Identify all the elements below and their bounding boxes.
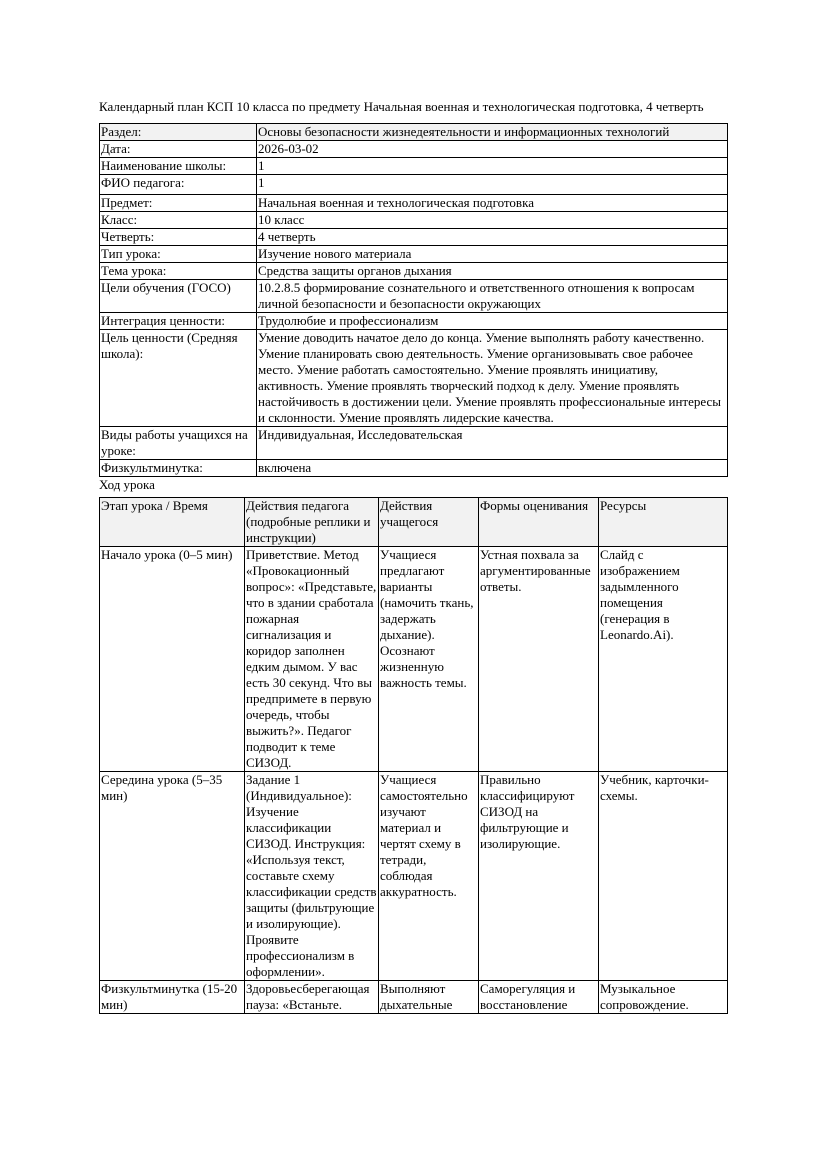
info-row-topic	[100, 263, 728, 280]
cell-resources: Слайд с изображением задымленного помещения (генерация в Leonardo.Ai).	[599, 547, 728, 772]
info-label: Раздел:	[100, 124, 257, 141]
info-label: Тема урока:	[100, 263, 257, 280]
cell-stage: Начало урока (0–5 мин)	[100, 547, 245, 772]
info-row-teacher	[100, 175, 728, 195]
lesson-header-row	[100, 498, 728, 547]
info-row-lesson-type	[100, 246, 728, 263]
info-row-work-types	[100, 427, 728, 460]
column-header-resources: Ресурсы	[599, 498, 728, 547]
info-value: Основы безопасности жизнедеятельности и информационных технологий	[257, 124, 728, 141]
info-label: Цели обучения (ГОСО)	[100, 280, 257, 313]
cell-assessment: Устная похвала за аргументированные ответы.	[479, 547, 599, 772]
info-label: ФИО педагога:	[100, 175, 257, 195]
cell-resources: Учебник, карточки-схемы.	[599, 772, 728, 981]
info-row-school	[100, 158, 728, 175]
info-label: Дата:	[100, 141, 257, 158]
info-value: Индивидуальная, Исследовательская	[257, 427, 728, 460]
info-row-section	[100, 124, 728, 141]
lesson-caption: Ход урока	[99, 477, 155, 492]
column-header-student: Действия учащегося	[379, 498, 479, 547]
cell-stage: Физкультминутка (15-20 мин)	[100, 981, 245, 1014]
info-value: Изучение нового материала	[257, 246, 728, 263]
info-row-physical-minute	[100, 460, 728, 477]
info-value: 10.2.8.5 формирование сознательного и ответственного отношения к вопросам личной безопасности и безопасности окружающих	[257, 280, 728, 313]
cell-stage: Середина урока (5–35 мин)	[100, 772, 245, 981]
cell-student: Выполняют дыхательные	[379, 981, 479, 1014]
info-row-class	[100, 212, 728, 229]
info-label: Интеграция ценности:	[100, 313, 257, 330]
cell-assessment: Правильно классифицируют СИЗОД на фильтрующие и изолирующие.	[479, 772, 599, 981]
page-title: Календарный план КСП 10 класса по предмету Начальная военная и технологическая подготовка, 4 четверть	[99, 99, 704, 114]
info-label: Виды работы учащихся на уроке:	[100, 427, 257, 460]
info-value: 2026-03-02	[257, 141, 728, 158]
info-value: Начальная военная и технологическая подготовка	[257, 195, 728, 212]
info-label: Четверть:	[100, 229, 257, 246]
column-header-stage: Этап урока / Время	[100, 498, 245, 547]
info-label: Физкультминутка:	[100, 460, 257, 477]
info-row-value-goal	[100, 330, 728, 427]
cell-teacher: Приветствие. Метод «Провокационный вопрос»: «Представьте, что в здании сработала пожарная сигнализация и коридор заполнен едким дымом. У вас есть 30 секунд. Что вы предпримете в первую очередь, чтобы выжить?». Педагог подводит к теме СИЗОД.	[245, 547, 379, 772]
cell-student: Учащиеся самостоятельно изучают материал и чертят схему в тетради, соблюдая аккуратность.	[379, 772, 479, 981]
cell-student: Учащиеся предлагают варианты (намочить ткань, задержать дыхание). Осознают жизненную важность темы.	[379, 547, 479, 772]
info-value: Умение доводить начатое дело до конца. Умение выполнять работу качественно. Умение планировать свою деятельность. Умение организовывать свое рабочее место. Умение работать самостоятельно. Умение проявлять инициативу, активность. Умение проявлять творческий подход к делу. Умение проявлять настойчивость в достижении цели. Умение проявлять профессиональные интересы и склонности. Умение проявлять лидерские качества.	[257, 330, 728, 427]
cell-resources: Музыкальное сопровождение.	[599, 981, 728, 1014]
info-value: Средства защиты органов дыхания	[257, 263, 728, 280]
table-row	[100, 772, 728, 981]
info-label: Предмет:	[100, 195, 257, 212]
column-header-assessment: Формы оценивания	[479, 498, 599, 547]
column-header-teacher: Действия педагога (подробные реплики и инструкции)	[245, 498, 379, 547]
info-row-date	[100, 141, 728, 158]
info-row-value-integration	[100, 313, 728, 330]
info-value: Трудолюбие и профессионализм	[257, 313, 728, 330]
lesson-table	[99, 497, 728, 1014]
cell-teacher: Задание 1 (Индивидуальное): Изучение классификации СИЗОД. Инструкция: «Используя текст, составьте схему классификации средств защиты (фильтрующие и изолирующие). Проявите профессионализм в оформлении».	[246, 772, 377, 979]
info-value: 1	[257, 158, 728, 175]
cell-assessment: Саморегуляция и восстановление	[479, 981, 599, 1014]
info-label: Наименование школы:	[100, 158, 257, 175]
info-value: 1	[257, 175, 728, 195]
info-label: Тип урока:	[100, 246, 257, 263]
info-value: 4 четверть	[257, 229, 728, 246]
info-row-goals	[100, 280, 728, 313]
info-row-subject	[100, 195, 728, 212]
info-label: Цель ценности (Средняя школа):	[100, 330, 257, 427]
document-page	[99, 99, 727, 1014]
info-value: 10 класс	[257, 212, 728, 229]
info-table	[99, 123, 728, 477]
info-label: Класс:	[100, 212, 257, 229]
info-row-quarter	[100, 229, 728, 246]
cell-teacher: Здоровьесберегающая пауза: «Встаньте.	[245, 981, 379, 1014]
table-row	[100, 981, 728, 1014]
info-value: включена	[257, 460, 728, 477]
table-row	[100, 547, 728, 772]
